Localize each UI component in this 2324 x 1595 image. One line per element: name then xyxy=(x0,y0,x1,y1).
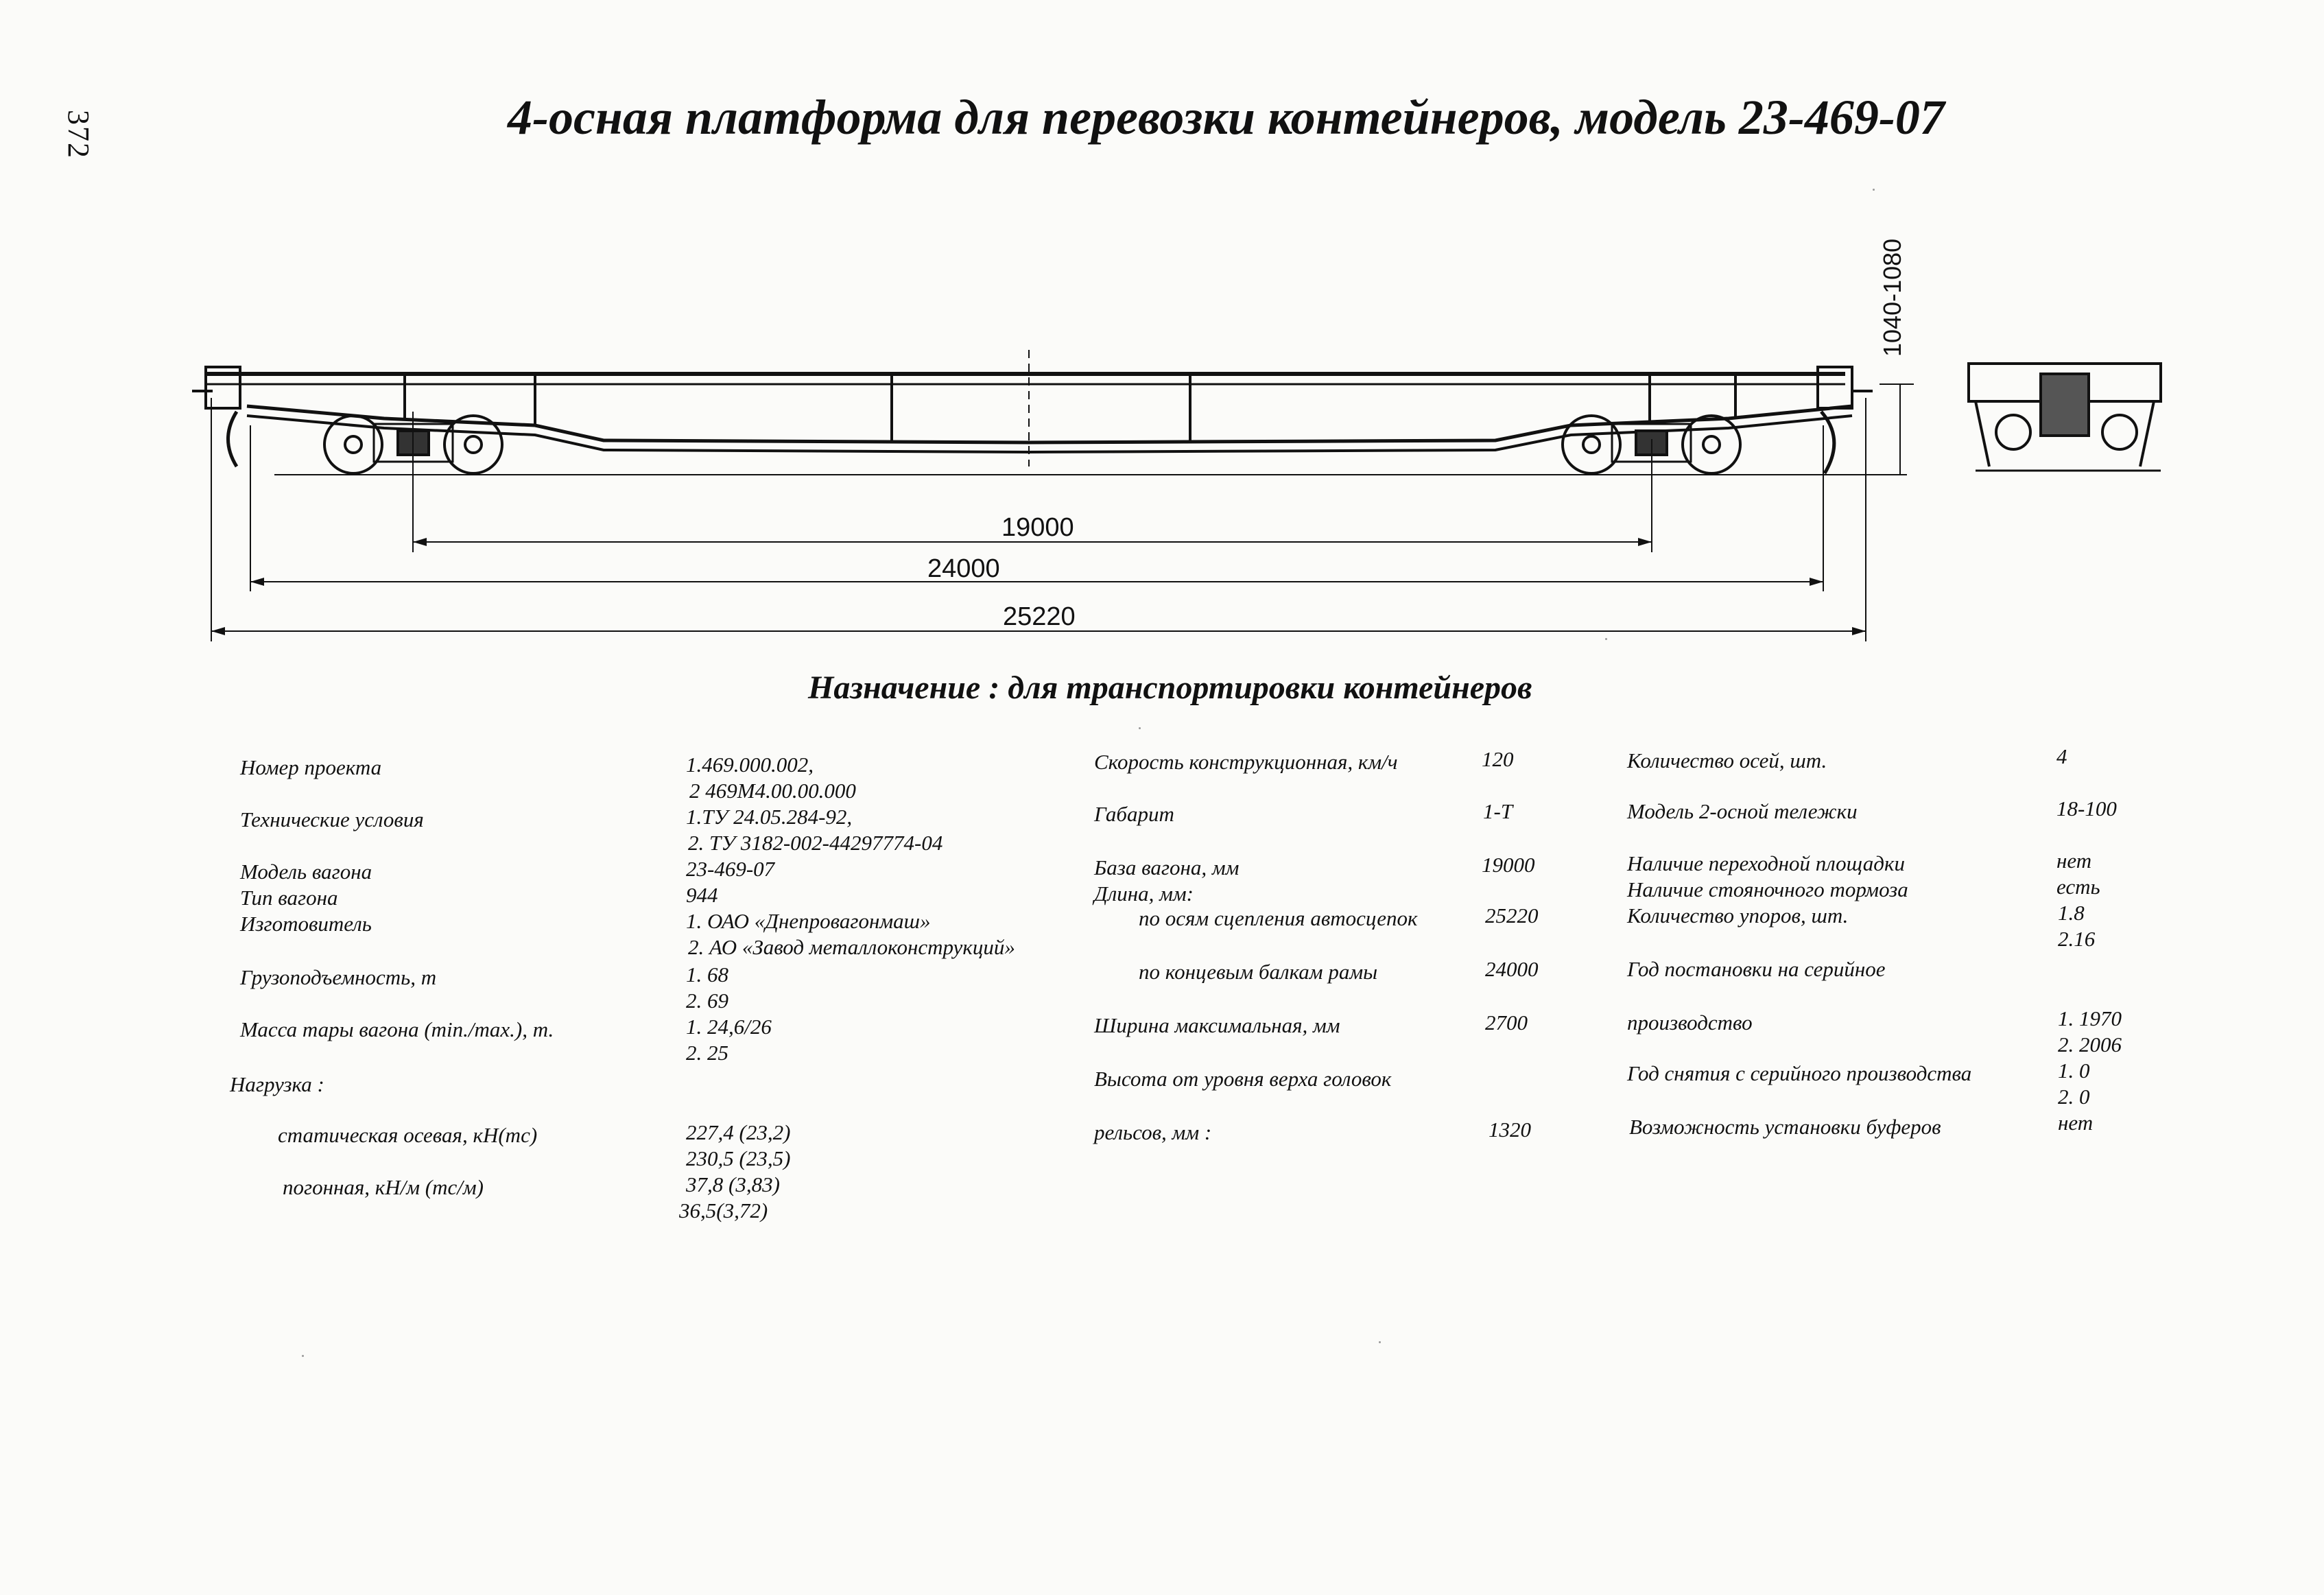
spec-label: Нагрузка : xyxy=(230,1072,324,1096)
scan-speck xyxy=(1379,1341,1381,1343)
spec-value: 2. 69 xyxy=(686,989,728,1013)
spec-label: по концевым балкам рамы xyxy=(1139,960,1378,984)
dimension-coupler-length: 25220 xyxy=(1003,602,1076,631)
spec-value: 36,5(3,72) xyxy=(679,1198,768,1222)
spec-label: Изготовитель xyxy=(240,912,372,936)
spec-label: Длина, мм: xyxy=(1094,882,1194,906)
spec-label: Количество упоров, шт. xyxy=(1627,903,1849,928)
spec-value: 1. 68 xyxy=(686,962,728,986)
spec-value: 227,4 (23,2) xyxy=(686,1120,791,1144)
scan-speck xyxy=(1873,189,1875,191)
spec-value: 1. 0 xyxy=(2058,1059,2090,1083)
spec-label: Масса тары вагона (min./max.), т. xyxy=(240,1017,554,1041)
spec-value: 2. АО «Завод металлоконструкций» xyxy=(688,935,1015,959)
spec-label: Ширина максимальная, мм xyxy=(1094,1013,1340,1037)
spec-value: 1-Т xyxy=(1483,799,1513,823)
spec-value: 2700 xyxy=(1485,1011,1528,1035)
spec-label: Скорость конструкционная, км/ч xyxy=(1094,750,1398,774)
spec-label: Тип вагона xyxy=(240,886,338,910)
spec-label: Количество осей, шт. xyxy=(1627,748,1827,772)
dimension-frame-length: 24000 xyxy=(927,554,1000,583)
railcar-drawing xyxy=(0,0,2324,686)
scan-speck xyxy=(1139,727,1141,729)
spec-value: нет xyxy=(2056,849,2092,873)
spec-label: Высота от уровня верха головок xyxy=(1094,1067,1392,1091)
spec-label: производство xyxy=(1627,1011,1753,1035)
dimension-base: 19000 xyxy=(1001,513,1074,542)
spec-label: Модель 2-осной тележки xyxy=(1627,799,1858,823)
spec-label: Наличие стояночного тормоза xyxy=(1627,877,1908,901)
spec-value: 1. ОАО «Днепровагонмаш» xyxy=(686,909,931,933)
spec-value: 1. 24,6/26 xyxy=(686,1015,772,1039)
page-title: 4-осная платформа для перевозки контейнеров, модель 23-469-07 xyxy=(508,90,1945,145)
spec-value: 1.469.000.002, xyxy=(686,753,814,777)
spec-label: Модель вагона xyxy=(240,860,372,884)
spec-value: 2. 25 xyxy=(686,1041,728,1065)
spec-value: 944 xyxy=(686,883,718,907)
spec-label: Наличие переходной площадки xyxy=(1627,851,1905,875)
spec-value: 1320 xyxy=(1489,1118,1531,1142)
spec-value: нет xyxy=(2058,1111,2094,1135)
spec-value: 120 xyxy=(1482,747,1514,771)
spec-value: 230,5 (23,5) xyxy=(686,1146,791,1170)
spec-value: 18-100 xyxy=(2056,796,2117,820)
spec-label: Технические условия xyxy=(240,807,424,831)
spec-label: статическая осевая, кН(тс) xyxy=(278,1123,538,1147)
spec-value: 1.ТУ 24.05.284-92, xyxy=(686,805,853,829)
spec-value: 1. 1970 xyxy=(2058,1006,2122,1030)
spec-value: 2.16 xyxy=(2058,927,2096,951)
spec-value: есть xyxy=(2056,875,2100,899)
spec-value: 19000 xyxy=(1482,853,1535,877)
spec-label: Год снятия с серийного производства xyxy=(1627,1061,1972,1085)
spec-label: Номер проекта xyxy=(240,755,382,779)
spec-label: рельсов, мм : xyxy=(1094,1120,1212,1144)
spec-value: 2. 0 xyxy=(2058,1085,2090,1109)
spec-value: 1.8 xyxy=(2058,901,2085,925)
spec-value: 4 xyxy=(2056,744,2067,768)
dimension-height: 1040-1080 xyxy=(1878,238,1906,357)
spec-value: 2 469М4.00.00.000 xyxy=(689,779,856,803)
scan-speck xyxy=(1605,638,1607,640)
spec-value: 23-469-07 xyxy=(686,857,775,881)
spec-value: 2. 2006 xyxy=(2058,1032,2122,1056)
spec-label: Возможность установки буферов xyxy=(1629,1115,1941,1139)
spec-label: База вагона, мм xyxy=(1094,855,1240,879)
spec-value: 25220 xyxy=(1485,903,1539,928)
purpose-heading: Назначение : для транспортировки контейнеров xyxy=(808,670,1532,706)
spec-value: 37,8 (3,83) xyxy=(686,1172,780,1196)
spec-value: 2. ТУ 3182-002-44297774-04 xyxy=(688,831,943,855)
spec-label: Грузоподъемность, т xyxy=(240,965,437,989)
page-number: 372 xyxy=(62,110,95,159)
spec-value: 24000 xyxy=(1485,957,1539,981)
spec-label: по осям сцепления автосцепок xyxy=(1139,906,1418,930)
scan-speck xyxy=(302,1355,304,1357)
spec-label: погонная, кН/м (тс/м) xyxy=(283,1175,484,1199)
spec-label: Год постановки на серийное xyxy=(1627,957,1886,981)
spec-label: Габарит xyxy=(1094,802,1174,826)
